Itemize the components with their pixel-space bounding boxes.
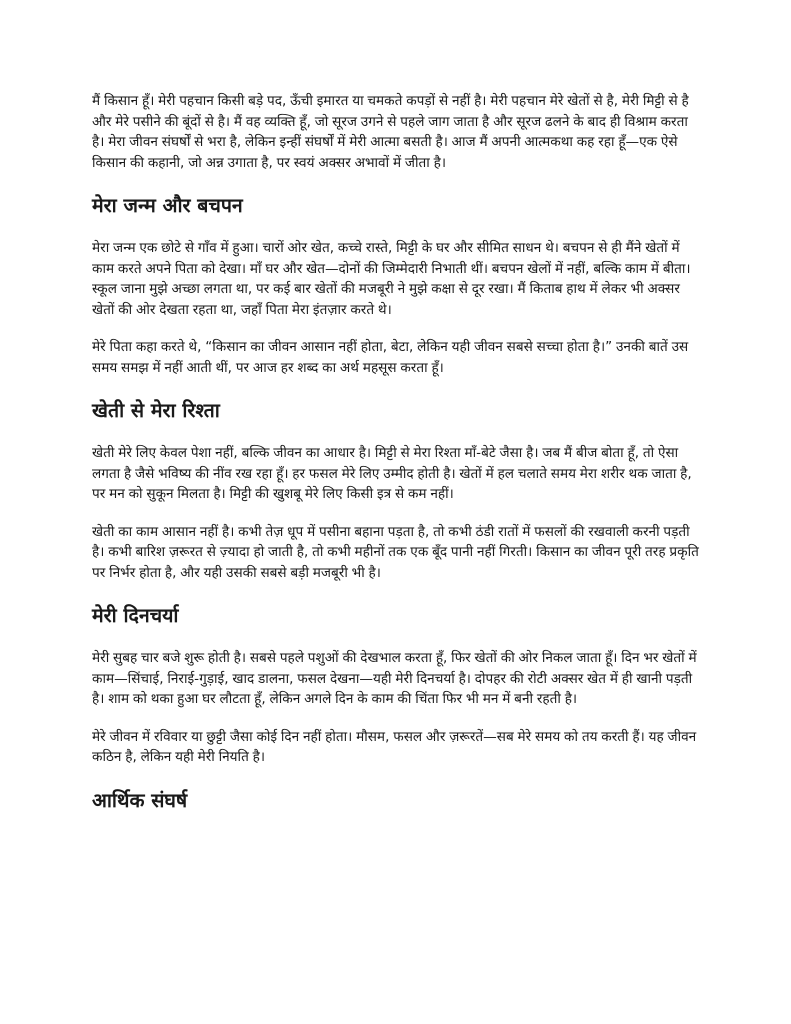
paragraph: खेती का काम आसान नहीं है। कभी तेज़ धूप में पसीना बहाना पड़ता है, तो कभी ठंडी रातों में फसलों की रखवाली करनी पड़ती है। कभी बारिश ज़रूरत से ज़्यादा हो जाती है, तो कभी महीनों तक एक बूँद पानी नहीं गिरती। किसान का जीवन पूरी तरह प्रकृति पर निर्भर होता है, और यही उसकी सबसे बड़ी मजबूरी भी है। <box>92 523 699 581</box>
document-page <box>92 91 704 813</box>
section-heading-daily-routine: मेरी दिनचर्या <box>92 604 179 627</box>
paragraph: मेरा जन्म एक छोटे से गाँव में हुआ। चारों ओर खेत, कच्चे रास्ते, मिट्टी के घर और सीमित साधन थे। बचपन से ही मैंने खेतों में काम करते अपने पिता को देखा। माँ घर और खेत—दोनों की जिम्मेदारी निभाती थीं। बचपन खेलों में नहीं, बल्कि काम में बीता। स्कूल जाना मुझे अच्छा लगता था, पर कई बार खेतों की मजबूरी ने मुझे कक्षा से दूर रखा। मैं किताब हाथ में लेकर भी अक्सर खेतों की ओर देखता रहता था, जहाँ पिता मेरा इंतज़ार करते थे। <box>92 240 691 318</box>
section-heading-farming-relation: खेती से मेरा रिश्ता <box>92 399 220 422</box>
section-heading-economic-struggle: आर्थिक संघर्ष <box>92 788 188 812</box>
paragraph: खेती मेरे लिए केवल पेशा नहीं, बल्कि जीवन का आधार है। मिट्टी से मेरा रिश्ता माँ-बेटे जैसा है। जब मैं बीज बोता हूँ, तो ऐसा लगता है जैसे भविष्य की नींव रख रहा हूँ। हर फसल मेरे लिए उम्मीद होती है। खेतों में हल चलाते समय मेरा शरीर थक जाता है, पर मन को सुकून मिलता है। मिट्टी की खुशबू मेरे लिए किसी इत्र से कम नहीं। <box>92 445 692 502</box>
intro-paragraph: मैं किसान हूँ। मेरी पहचान किसी बड़े पद, ऊँची इमारत या चमकते कपड़ों से नहीं है। मेरी पहचान मेरे खेतों से है, मेरी मिट्टी से है और मेरे पसीने की बूंदों से है। मैं वह व्यक्ति हूँ, जो सूरज उगने से पहले जाग जाता है और सूरज ढलने के बाद ही विश्राम करता है। मेरा जीवन संघर्षों से भरा है, लेकिन इन्हीं संघर्षों में मेरी आत्मा बसती है। आज मैं अपनी आत्मकथा कह रहा हूँ—एक ऐसे किसान की कहानी, जो अन्न उगाता है, पर स्वयं अक्सर अभावों में जीता है। <box>92 93 689 171</box>
paragraph: मेरे पिता कहा करते थे, “किसान का जीवन आसान नहीं होता, बेटा, लेकिन यही जीवन सबसे सच्चा होता है।” उनकी बातें उस समय समझ में नहीं आती थीं, पर आज हर शब्द का अर्थ महसूस करता हूँ। <box>92 339 689 376</box>
section-heading-birth-childhood: मेरा जन्म और बचपन <box>92 194 243 217</box>
paragraph: मेरी सुबह चार बजे शुरू होती है। सबसे पहले पशुओं की देखभाल करता हूँ, फिर खेतों की ओर निकल जाता हूँ। दिन भर खेतों में काम—सिंचाई, निराई-गुड़ाई, खाद डालना, फसल देखना—यही मेरी दिनचर्या है। दोपहर की रोटी अक्सर खेत में ही खानी पड़ती है। शाम को थका हुआ घर लौटता हूँ, लेकिन अगले दिन के काम की चिंता फिर भी मन में बनी रहती है। <box>92 650 697 707</box>
paragraph: मेरे जीवन में रविवार या छुट्टी जैसा कोई दिन नहीं होता। मौसम, फसल और ज़रूरतें—सब मेरे समय को तय करती हैं। यह जीवन कठिन है, लेकिन यही मेरी नियति है। <box>92 728 697 765</box>
